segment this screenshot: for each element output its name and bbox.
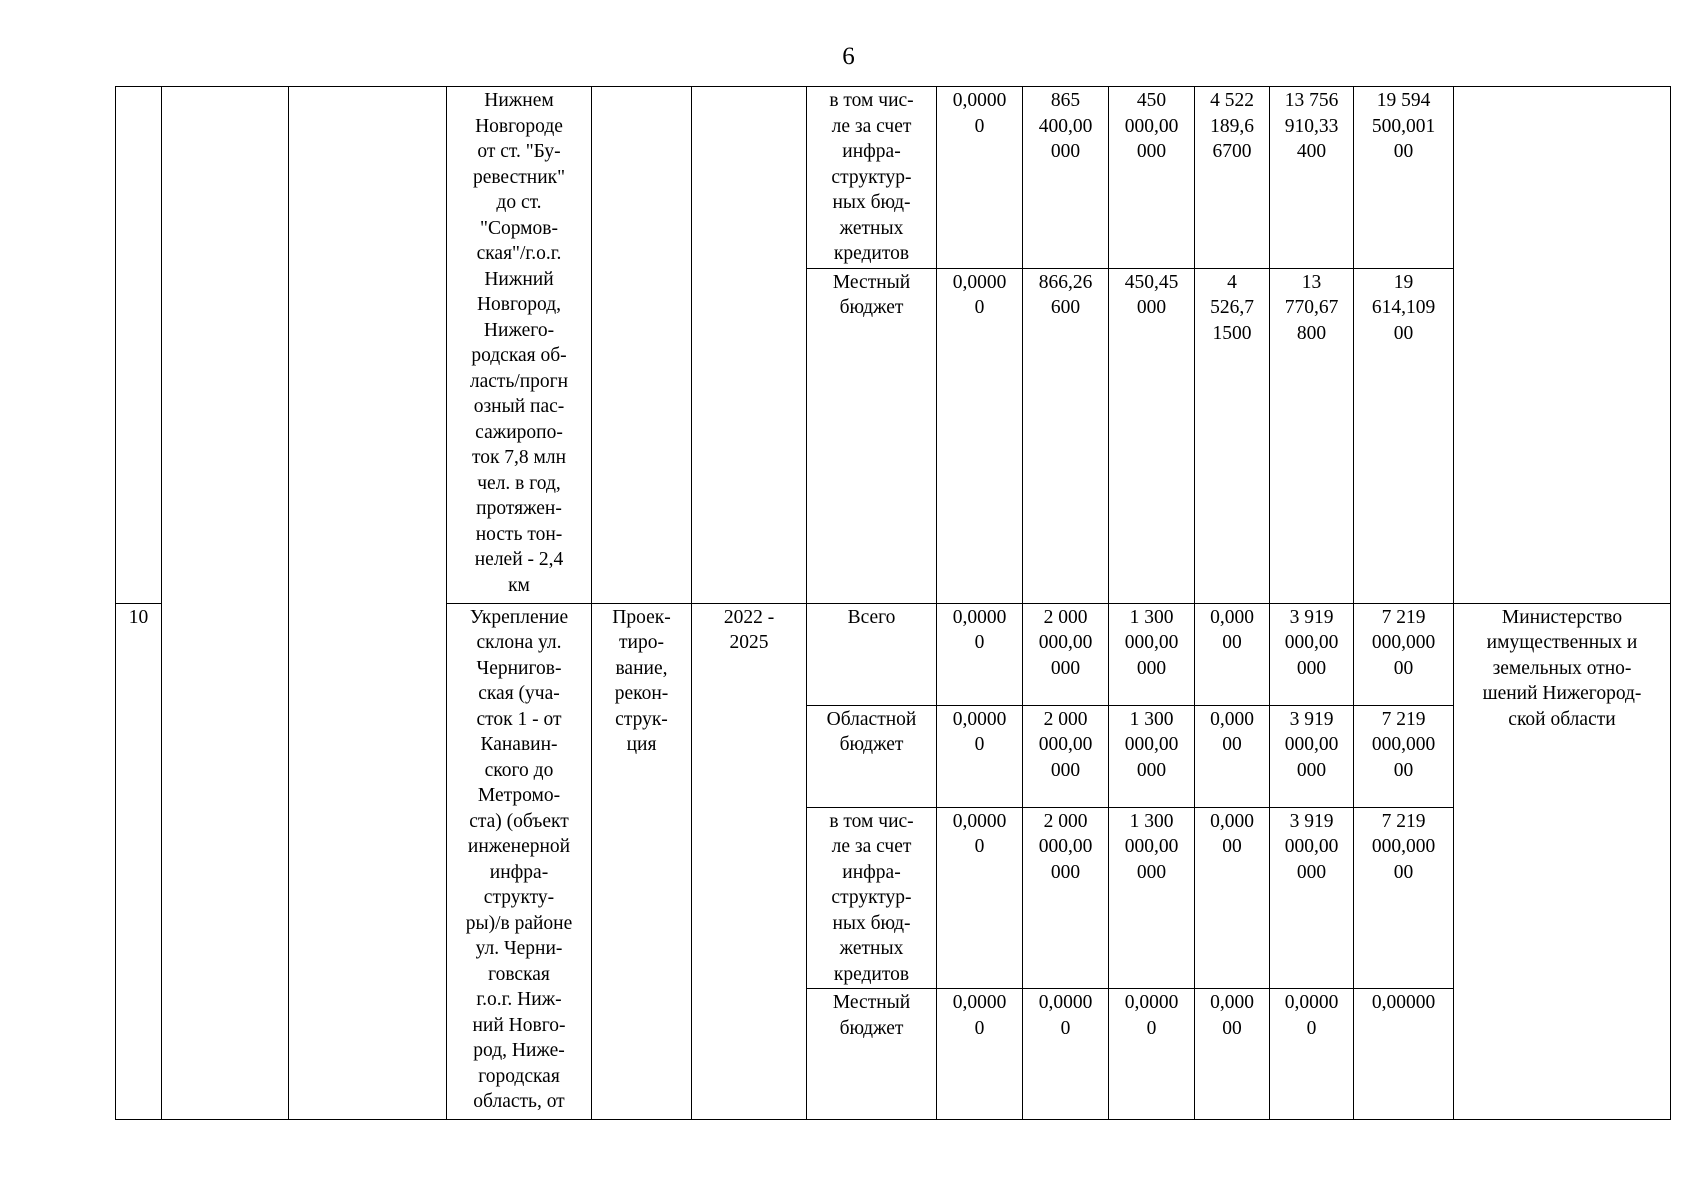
funding-source: Местный бюджет <box>807 989 937 1120</box>
value-cell: 0,000 00 <box>1195 989 1270 1120</box>
value-cell: 4 526,7 1500 <box>1195 268 1270 603</box>
value-cell: 13 756 910,33 400 <box>1270 87 1354 269</box>
value-cell: 0,000 00 <box>1195 705 1270 807</box>
responsible-cell: Министерство имущественных и земельных отно- шений Нижегород- ской области <box>1454 603 1671 1120</box>
value-cell: 7 219 000,000 00 <box>1354 603 1454 705</box>
value-cell: 0,0000 0 <box>1109 989 1195 1120</box>
row-number-cell: 10 <box>116 603 162 1120</box>
funding-source: в том чис- ле за счет инфра- структур- ных бюд- жетных кредитов <box>807 807 937 989</box>
value-cell: 450,45 000 <box>1109 268 1195 603</box>
funding-source: Местный бюджет <box>807 268 937 603</box>
value-cell: 0,0000 0 <box>937 603 1023 705</box>
value-cell: 1 300 000,00 000 <box>1109 705 1195 807</box>
value-cell: 0,000 00 <box>1195 603 1270 705</box>
empty-cell <box>289 87 447 1120</box>
empty-cell <box>162 87 289 1120</box>
row-number-cell <box>116 87 162 604</box>
value-cell: 2 000 000,00 000 <box>1023 807 1109 989</box>
responsible-cell <box>1454 87 1671 604</box>
work-type-cell <box>592 87 692 604</box>
value-cell: 450 000,00 000 <box>1109 87 1195 269</box>
value-cell: 3 919 000,00 000 <box>1270 705 1354 807</box>
period-cell: 2022 - 2025 <box>692 603 807 1120</box>
value-cell: 19 594 500,001 00 <box>1354 87 1454 269</box>
funding-source: в том чис- ле за счет инфра- структур- ных бюд- жетных кредитов <box>807 87 937 269</box>
value-cell: 0,0000 0 <box>1270 989 1354 1120</box>
value-cell: 0,00000 <box>1354 989 1454 1120</box>
object-description: Нижнем Новгороде от ст. "Бу- ревестник" до ст. "Сормов- ская"/г.о.г. Нижний Новгород, Нижего- родская об- ласть/прогн озный пас- сажиропо- ток 7,8 млн чел. в год, протяжен- ность тон- нелей - 2,4 км <box>447 87 592 604</box>
value-cell: 7 219 000,000 00 <box>1354 807 1454 989</box>
value-cell: 2 000 000,00 000 <box>1023 603 1109 705</box>
object-description: Укрепление склона ул. Чернигов- ская (уча- сток 1 - от Канавин- ского до Метромо- ста) (объект инженерной инфра- структу- ры)/в районе ул. Черни- говская г.о.г. Ниж- ний Новго- род, Ниже- городская область, от <box>447 603 592 1120</box>
value-cell: 2 000 000,00 000 <box>1023 705 1109 807</box>
value-cell: 19 614,109 00 <box>1354 268 1454 603</box>
value-cell: 7 219 000,000 00 <box>1354 705 1454 807</box>
value-cell: 3 919 000,00 000 <box>1270 603 1354 705</box>
value-cell: 0,0000 0 <box>937 989 1023 1120</box>
value-cell: 13 770,67 800 <box>1270 268 1354 603</box>
funding-source: Всего <box>807 603 937 705</box>
value-cell: 3 919 000,00 000 <box>1270 807 1354 989</box>
value-cell: 865 400,00 000 <box>1023 87 1109 269</box>
funding-source: Областной бюджет <box>807 705 937 807</box>
value-cell: 0,0000 0 <box>937 268 1023 603</box>
value-cell: 0,0000 0 <box>937 87 1023 269</box>
value-cell: 0,000 00 <box>1195 807 1270 989</box>
value-cell: 866,26 600 <box>1023 268 1109 603</box>
value-cell: 0,0000 0 <box>1023 989 1109 1120</box>
value-cell: 1 300 000,00 000 <box>1109 807 1195 989</box>
period-cell <box>692 87 807 604</box>
value-cell: 4 522 189,6 6700 <box>1195 87 1270 269</box>
value-cell: 0,0000 0 <box>937 705 1023 807</box>
value-cell: 1 300 000,00 000 <box>1109 603 1195 705</box>
page-number: 6 <box>842 43 855 70</box>
program-table <box>115 86 1671 1120</box>
work-type-cell: Проек- тиро- вание, рекон- струк- ция <box>592 603 692 1120</box>
table-row <box>116 87 1671 269</box>
value-cell: 0,0000 0 <box>937 807 1023 989</box>
